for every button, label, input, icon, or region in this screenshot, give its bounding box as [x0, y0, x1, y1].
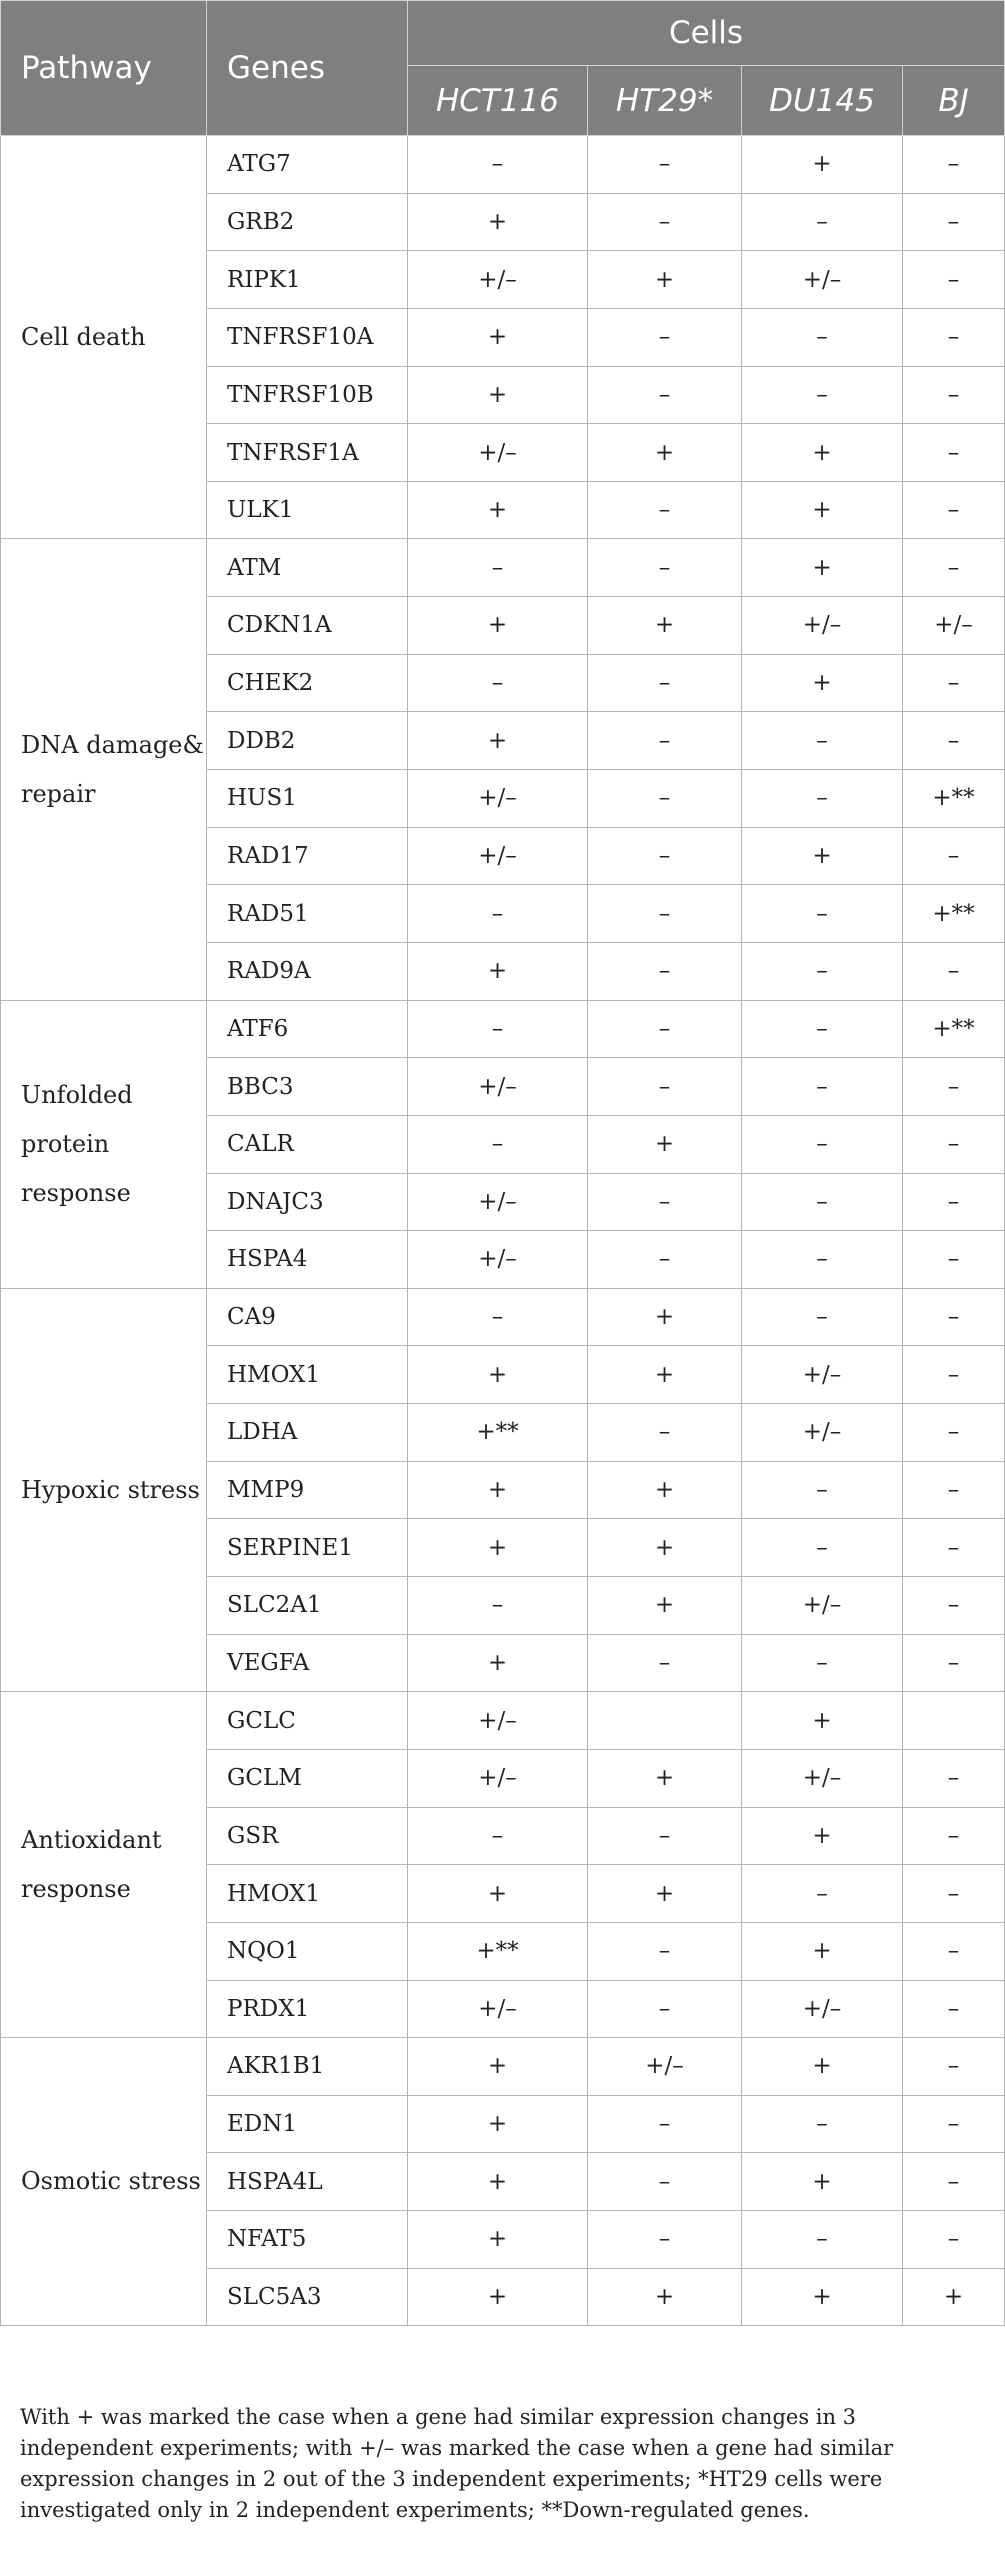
expression-value-cell: –	[588, 654, 742, 712]
expression-value-cell: –	[903, 712, 1005, 770]
expression-value-cell: –	[408, 136, 588, 194]
expression-value-cell: +	[742, 2153, 903, 2211]
expression-value-cell: +/–	[742, 597, 903, 655]
table-row	[1, 1692, 1005, 1750]
expression-value-cell: –	[903, 1058, 1005, 1116]
expression-value-cell: –	[588, 712, 742, 770]
expression-value-cell: –	[742, 193, 903, 251]
expression-value-cell: –	[408, 1288, 588, 1346]
expression-value-cell: –	[742, 1058, 903, 1116]
expression-value-cell: –	[903, 1634, 1005, 1692]
expression-value-cell: –	[903, 308, 1005, 366]
expression-value-cell: +	[742, 1922, 903, 1980]
expression-value-cell: +/–	[408, 424, 588, 482]
expression-value-cell: –	[742, 1173, 903, 1231]
pathway-cell: Cell death	[1, 136, 207, 539]
expression-value-cell: +	[742, 1807, 903, 1865]
expression-value-cell: –	[903, 942, 1005, 1000]
expression-value-cell: +	[588, 1865, 742, 1923]
expression-value-cell: +	[408, 1865, 588, 1923]
expression-value-cell: +**	[903, 770, 1005, 828]
table-row	[1, 136, 1005, 194]
expression-value-cell: –	[742, 1000, 903, 1058]
expression-value-cell	[903, 1692, 1005, 1750]
gene-cell: CALR	[207, 1115, 408, 1173]
gene-cell: MMP9	[207, 1461, 408, 1519]
expression-value-cell: +	[408, 1519, 588, 1577]
table-row	[1, 2038, 1005, 2096]
gene-cell: CA9	[207, 1288, 408, 1346]
expression-value-cell: –	[742, 1519, 903, 1577]
expression-value-cell: –	[742, 1231, 903, 1289]
expression-value-cell: –	[903, 1980, 1005, 2038]
expression-value-cell: –	[408, 1577, 588, 1635]
header-genes: Genes	[207, 1, 408, 136]
gene-cell: TNFRSF10A	[207, 308, 408, 366]
expression-value-cell: –	[903, 539, 1005, 597]
expression-value-cell: –	[588, 942, 742, 1000]
pathway-cell: Unfolded protein response	[1, 1000, 207, 1288]
expression-value-cell: +	[588, 597, 742, 655]
expression-value-cell: +	[742, 827, 903, 885]
expression-value-cell: +**	[903, 1000, 1005, 1058]
pathway-cell: Hypoxic stress	[1, 1288, 207, 1691]
expression-value-cell: –	[408, 539, 588, 597]
expression-value-cell: +	[588, 1115, 742, 1173]
expression-value-cell: –	[742, 770, 903, 828]
expression-value-cell: –	[742, 885, 903, 943]
expression-value-cell: +/–	[742, 1346, 903, 1404]
gene-cell: NQO1	[207, 1922, 408, 1980]
gene-cell: BBC3	[207, 1058, 408, 1116]
expression-value-cell: –	[903, 1115, 1005, 1173]
table-row	[1, 539, 1005, 597]
expression-value-cell: –	[588, 1058, 742, 1116]
expression-value-cell: +	[408, 597, 588, 655]
expression-value-cell: –	[903, 1865, 1005, 1923]
expression-value-cell: –	[903, 1404, 1005, 1462]
expression-value-cell: –	[588, 1807, 742, 1865]
expression-value-cell: +	[588, 1519, 742, 1577]
expression-value-cell: –	[903, 2095, 1005, 2153]
expression-value-cell: –	[903, 193, 1005, 251]
expression-value-cell: –	[408, 1115, 588, 1173]
expression-value-cell: +/–	[408, 1980, 588, 2038]
header-cell-line: HCT116	[408, 66, 588, 136]
expression-value-cell: +	[742, 654, 903, 712]
expression-value-cell: –	[588, 2095, 742, 2153]
expression-value-cell: +/–	[742, 1980, 903, 2038]
expression-value-cell: –	[903, 2211, 1005, 2269]
expression-value-cell: –	[903, 1519, 1005, 1577]
expression-value-cell: –	[588, 1173, 742, 1231]
expression-value-cell: +/–	[408, 770, 588, 828]
gene-cell: ATM	[207, 539, 408, 597]
expression-value-cell: +	[588, 1749, 742, 1807]
expression-value-cell: –	[588, 1404, 742, 1462]
gene-cell: SERPINE1	[207, 1519, 408, 1577]
expression-value-cell: –	[588, 2211, 742, 2269]
gene-cell: GSR	[207, 1807, 408, 1865]
expression-value-cell: +**	[408, 1922, 588, 1980]
expression-value-cell: –	[588, 481, 742, 539]
expression-value-cell: –	[742, 366, 903, 424]
gene-cell: GCLC	[207, 1692, 408, 1750]
expression-value-cell: +/–	[408, 1173, 588, 1231]
expression-value-cell: –	[903, 366, 1005, 424]
gene-cell: HMOX1	[207, 1865, 408, 1923]
gene-cell: GRB2	[207, 193, 408, 251]
gene-cell: ULK1	[207, 481, 408, 539]
gene-cell: DDB2	[207, 712, 408, 770]
expression-value-cell: +	[408, 308, 588, 366]
expression-value-cell: –	[903, 424, 1005, 482]
expression-value-cell: +	[408, 712, 588, 770]
gene-cell: HSPA4	[207, 1231, 408, 1289]
expression-value-cell: –	[903, 1577, 1005, 1635]
expression-value-cell	[588, 1692, 742, 1750]
expression-value-cell: +	[742, 539, 903, 597]
gene-cell: VEGFA	[207, 1634, 408, 1692]
expression-value-cell: +	[742, 481, 903, 539]
gene-cell: NFAT5	[207, 2211, 408, 2269]
expression-value-cell: +/–	[742, 1749, 903, 1807]
expression-value-cell: +/–	[903, 597, 1005, 655]
expression-value-cell: +/–	[408, 1692, 588, 1750]
expression-value-cell: +	[588, 251, 742, 309]
table-row	[1, 1000, 1005, 1058]
expression-value-cell: +	[408, 1634, 588, 1692]
expression-value-cell: +	[588, 1346, 742, 1404]
expression-value-cell: +	[742, 2038, 903, 2096]
table-row	[1, 1288, 1005, 1346]
expression-value-cell: +	[588, 424, 742, 482]
expression-value-cell: +/–	[742, 1577, 903, 1635]
gene-cell: RAD9A	[207, 942, 408, 1000]
gene-cell: ATF6	[207, 1000, 408, 1058]
gene-cell: TNFRSF10B	[207, 366, 408, 424]
expression-value-cell: –	[588, 136, 742, 194]
expression-value-cell: +	[742, 424, 903, 482]
expression-value-cell: –	[588, 366, 742, 424]
gene-cell: RAD17	[207, 827, 408, 885]
expression-value-cell: +	[408, 2038, 588, 2096]
expression-value-cell: –	[742, 1115, 903, 1173]
expression-value-cell: +	[742, 136, 903, 194]
expression-value-cell: +/–	[588, 2038, 742, 2096]
expression-value-cell: –	[588, 1634, 742, 1692]
expression-value-cell: –	[588, 1922, 742, 1980]
expression-value-cell: +	[408, 1346, 588, 1404]
expression-value-cell: –	[742, 942, 903, 1000]
expression-value-cell: –	[588, 1980, 742, 2038]
pathway-cell: DNA damage& repair	[1, 539, 207, 1000]
expression-value-cell: +**	[408, 1404, 588, 1462]
gene-cell: PRDX1	[207, 1980, 408, 2038]
expression-value-cell: +	[903, 2268, 1005, 2326]
gene-cell: SLC5A3	[207, 2268, 408, 2326]
pathway-cell: Osmotic stress	[1, 2038, 207, 2326]
expression-value-cell: +	[588, 1288, 742, 1346]
expression-value-cell: +	[742, 2268, 903, 2326]
expression-value-cell: –	[742, 1288, 903, 1346]
expression-value-cell: –	[903, 1231, 1005, 1289]
expression-value-cell: +	[408, 193, 588, 251]
expression-value-cell: +/–	[408, 1749, 588, 1807]
gene-cell: EDN1	[207, 2095, 408, 2153]
expression-value-cell: +/–	[408, 1058, 588, 1116]
expression-value-cell: +/–	[408, 1231, 588, 1289]
gene-cell: SLC2A1	[207, 1577, 408, 1635]
gene-cell: CDKN1A	[207, 597, 408, 655]
expression-value-cell: –	[588, 2153, 742, 2211]
expression-value-cell: +/–	[742, 1404, 903, 1462]
expression-value-cell: +**	[903, 885, 1005, 943]
gene-cell: HUS1	[207, 770, 408, 828]
expression-value-cell: –	[903, 136, 1005, 194]
expression-value-cell: –	[903, 827, 1005, 885]
header-pathway: Pathway	[1, 1, 207, 136]
table-body	[1, 136, 1005, 2326]
expression-value-cell: –	[903, 2038, 1005, 2096]
pathway-cell: Antioxidant response	[1, 1692, 207, 2038]
expression-value-cell: –	[903, 251, 1005, 309]
expression-value-cell: –	[742, 712, 903, 770]
expression-value-cell: +	[408, 1461, 588, 1519]
expression-value-cell: –	[903, 1461, 1005, 1519]
expression-value-cell: +	[408, 2153, 588, 2211]
expression-value-cell: –	[408, 654, 588, 712]
expression-value-cell: +	[408, 2268, 588, 2326]
table-footnote: With + was marked the case when a gene had similar expression changes in 3 independent experiments; with +/– was marked the case when a gene had similar expression changes in 2 out of the 3 independent experiments; *HT29 cells were investigated only in 2 independent experiments; **Down-regulated genes.	[20, 2405, 894, 2522]
expression-value-cell: +/–	[408, 827, 588, 885]
gene-cell: DNAJC3	[207, 1173, 408, 1231]
expression-value-cell: –	[742, 2095, 903, 2153]
expression-value-cell: +	[408, 942, 588, 1000]
expression-value-cell: –	[903, 1288, 1005, 1346]
gene-cell: AKR1B1	[207, 2038, 408, 2096]
gene-cell: ATG7	[207, 136, 408, 194]
expression-value-cell: –	[408, 1807, 588, 1865]
gene-cell: RIPK1	[207, 251, 408, 309]
header-cell-line: BJ	[903, 66, 1005, 136]
expression-value-cell: –	[903, 481, 1005, 539]
expression-value-cell: –	[588, 770, 742, 828]
gene-cell: HSPA4L	[207, 2153, 408, 2211]
expression-value-cell: –	[408, 1000, 588, 1058]
expression-value-cell: +	[588, 1461, 742, 1519]
expression-value-cell: –	[903, 1922, 1005, 1980]
expression-value-cell: +	[408, 481, 588, 539]
expression-value-cell: –	[742, 1461, 903, 1519]
expression-value-cell: –	[588, 1231, 742, 1289]
expression-value-cell: –	[588, 885, 742, 943]
table-header	[1, 1, 1005, 136]
expression-value-cell: –	[588, 827, 742, 885]
expression-value-cell: –	[903, 654, 1005, 712]
expression-value-cell: +	[408, 366, 588, 424]
expression-value-cell: –	[903, 1173, 1005, 1231]
expression-value-cell: +	[408, 2211, 588, 2269]
expression-value-cell: –	[742, 308, 903, 366]
expression-value-cell: +	[742, 1692, 903, 1750]
expression-value-cell: –	[903, 1749, 1005, 1807]
gene-cell: RAD51	[207, 885, 408, 943]
expression-value-cell: –	[588, 1000, 742, 1058]
expression-value-cell: –	[408, 885, 588, 943]
gene-cell: HMOX1	[207, 1346, 408, 1404]
expression-value-cell: –	[588, 539, 742, 597]
expression-value-cell: +	[408, 2095, 588, 2153]
expression-value-cell: –	[903, 2153, 1005, 2211]
expression-value-cell: +	[588, 2268, 742, 2326]
expression-value-cell: –	[588, 193, 742, 251]
header-cell-line: HT29*	[588, 66, 742, 136]
gene-cell: LDHA	[207, 1404, 408, 1462]
expression-value-cell: –	[742, 1634, 903, 1692]
gene-cell: TNFRSF1A	[207, 424, 408, 482]
expression-value-cell: –	[742, 2211, 903, 2269]
header-cells: Cells	[408, 1, 1005, 66]
expression-value-cell: +/–	[408, 251, 588, 309]
gene-cell: GCLM	[207, 1749, 408, 1807]
expression-value-cell: +/–	[742, 251, 903, 309]
expression-value-cell: +	[588, 1577, 742, 1635]
expression-value-cell: –	[588, 308, 742, 366]
expression-value-cell: –	[742, 1865, 903, 1923]
gene-cell: CHEK2	[207, 654, 408, 712]
header-cell-line: DU145	[742, 66, 903, 136]
expression-value-cell: –	[903, 1346, 1005, 1404]
expression-value-cell: –	[903, 1807, 1005, 1865]
